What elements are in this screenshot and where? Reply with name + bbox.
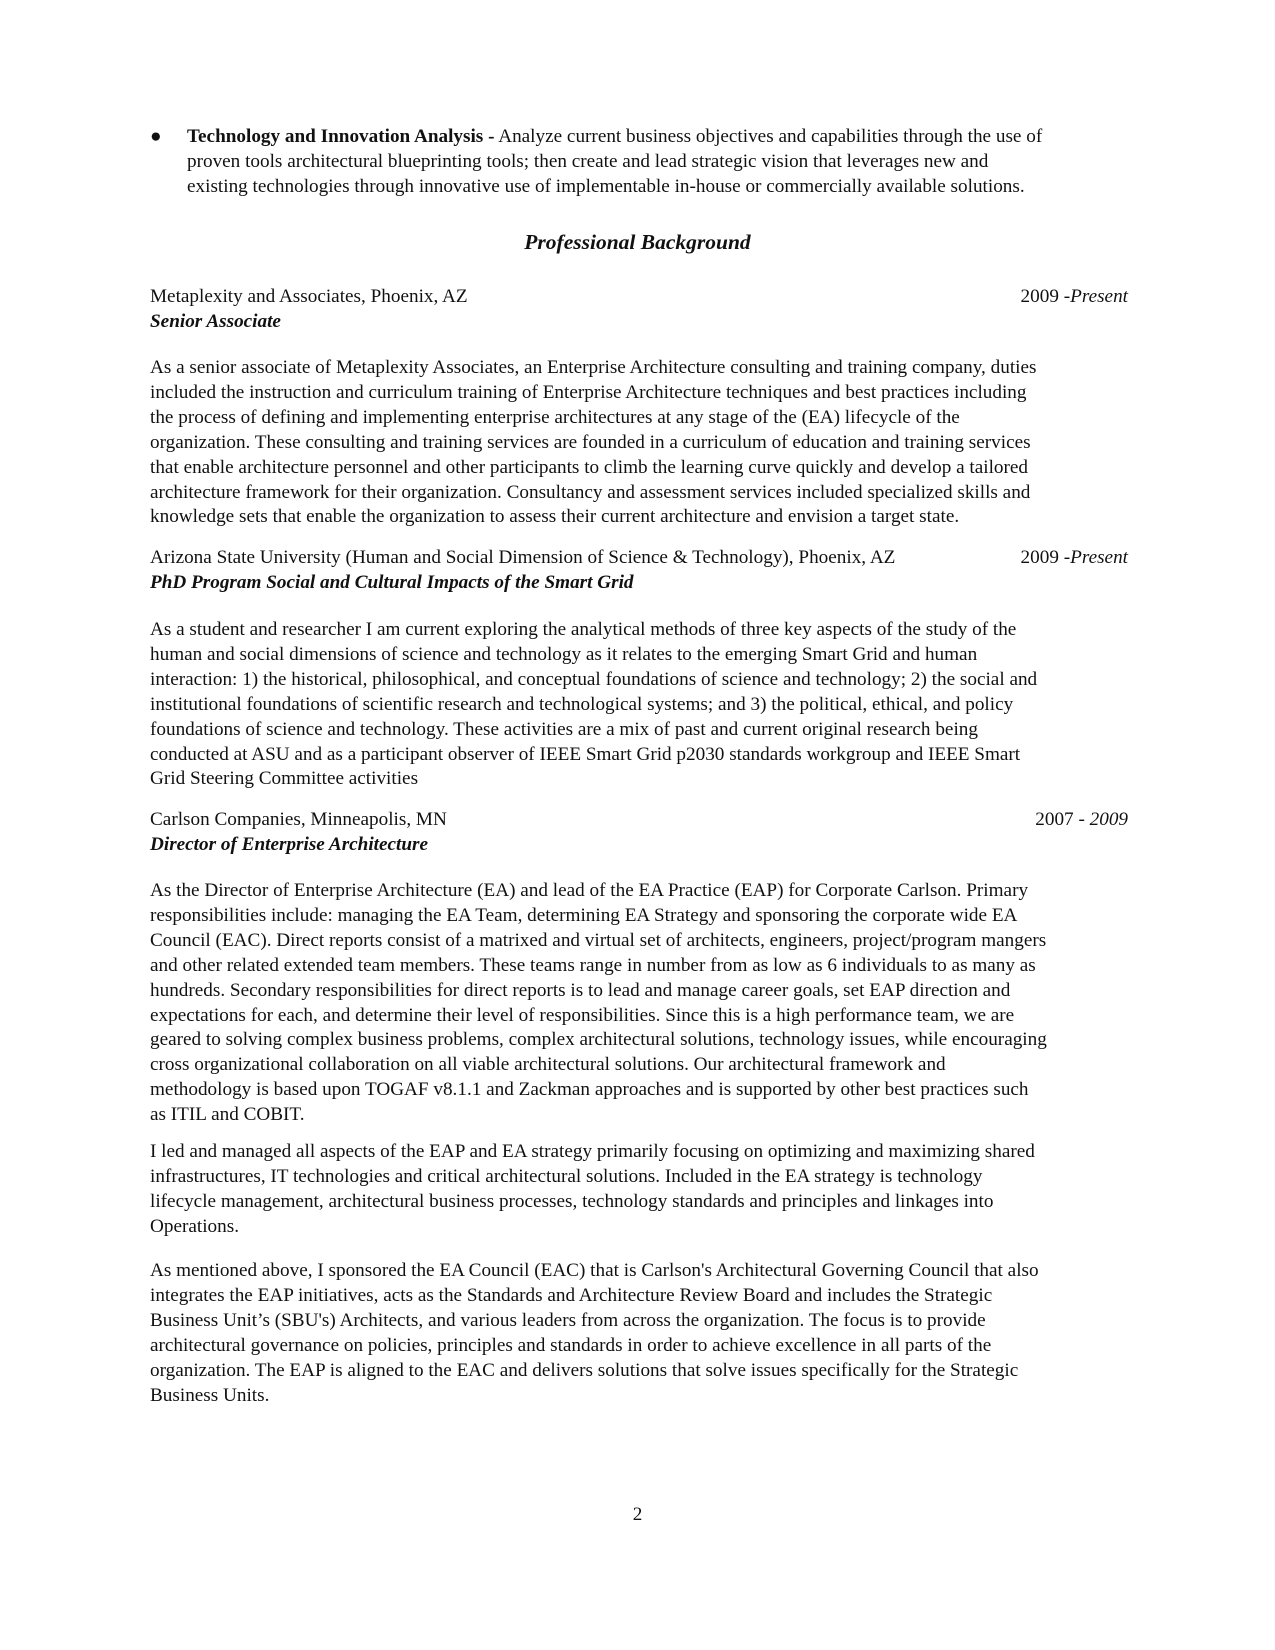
job-entry-header: [150, 546, 1128, 596]
job-description: As a senior associate of Metaplexity Associates, an Enterprise Architecture consulting and training company, duties included the instruction and curriculum training of Enterprise Architecture techniques and best practices including the process of defining and implementing enterprise architectures at any stage of the (EA) lifecycle of the organization. These consulting and training services are founded in a curriculum of education and training services that enable architecture personnel and other participants to climb the learning curve quickly and develop a tailored architecture framework for their organization. Consultancy and assessment services included specialized skills and knowledge sets that enable the organization to assess their current architecture and envision a target state.: [150, 357, 1037, 528]
employer-name: Carlson Companies, Minneapolis, MN: [150, 809, 447, 830]
job-description: As mentioned above, I sponsored the EA Council (EAC) that is Carlson's Architectural Governing Council that also integrates the EAP initiatives, acts as the Standards and Architecture Review Board and includes the Strategic Business Unit’s (SBU's) Architects, and various leaders from across the organization. The focus is to provide architectural governance on policies, principles and standards in order to achieve excellence in all parts of the organization. The EAP is aligned to the EAC and delivers solutions that solve issues specifically for the Strategic Business Units.: [150, 1260, 1039, 1406]
section-title: Professional Background: [524, 230, 751, 254]
job-title: PhD Program Social and Cultural Impacts of the Smart Grid: [150, 571, 634, 593]
job-description: As the Director of Enterprise Architecture (EA) and lead of the EA Practice (EAP) for Corporate Carlson. Primary responsibilities include: managing the EA Team, determining EA Strategy and sponsoring the corporate wide EA Council (EAC). Direct reports consist of a matrixed and virtual set of architects, engineers, project/program mangers and other related extended team members. These teams range in number from as low as 6 individuals to as many as hundreds. Secondary responsibilities for direct reports is to lead and manage career goals, set EAP direction and expectations for each, and determine their level of responsibilities. Since this is a high performance team, we are geared to solving complex business problems, complex architectural solutions, technology issues, while encouraging cross organizational collaboration on all viable architectural solutions. Our architectural framework and methodology is based upon TOGAF v8.1.1 and Zackman approaches and is supported by other best practices such as ITIL and COBIT.: [150, 880, 1047, 1126]
employment-dates: 2007 - 2009: [1035, 809, 1128, 830]
employment-dates: 2009 -Present: [1020, 547, 1128, 568]
employment-dates: 2009 -Present: [1020, 286, 1128, 307]
job-description: As a student and researcher I am current exploring the analytical methods of three key aspects of the study of the human and social dimensions of science and technology as it relates to the emerging Smart Grid and human interaction: 1) the historical, philosophical, and conceptual foundations of science and technology; 2) the social and institutional foundations of scientific research and technological systems; and 3) the political, ethical, and policy foundations of science and technology. These activities are a mix of past and current original research being conducted at ASU and as a participant observer of IEEE Smart Grid p2030 standards workgroup and IEEE Smart Grid Steering Committee activities: [150, 619, 1038, 790]
job-title: Director of Enterprise Architecture: [150, 833, 429, 855]
page-number: 2: [632, 1504, 643, 1525]
job-entry-header: [150, 808, 1128, 858]
bullet-text: [187, 125, 1130, 200]
job-entry-header: [150, 285, 1128, 335]
employer-name: Arizona State University (Human and Social Dimension of Science & Technology), Phoenix, AZ: [150, 547, 896, 568]
bullet-item: [150, 125, 1130, 200]
job-description: I led and managed all aspects of the EAP and EA strategy primarily focusing on optimizing and maximizing shared infrastructures, IT technologies and critical architectural solutions. Included in the EA strategy is technology lifecycle management, architectural business processes, technology standards and principles and linkages into Operations.: [150, 1141, 1035, 1237]
bullet-description: Analyze current business objectives and capabilities through the use of proven tools architectural blueprinting tools; then create and lead strategic vision that leverages new and existing technologies through innovative use of implementable in-house or commercially available solutions.: [187, 126, 1043, 197]
employer-name: Metaplexity and Associates, Phoenix, AZ: [150, 286, 468, 307]
bullet-heading: Technology and Innovation Analysis -: [187, 126, 495, 147]
job-title: Senior Associate: [150, 310, 281, 332]
bullet-symbol: ●: [150, 126, 162, 147]
